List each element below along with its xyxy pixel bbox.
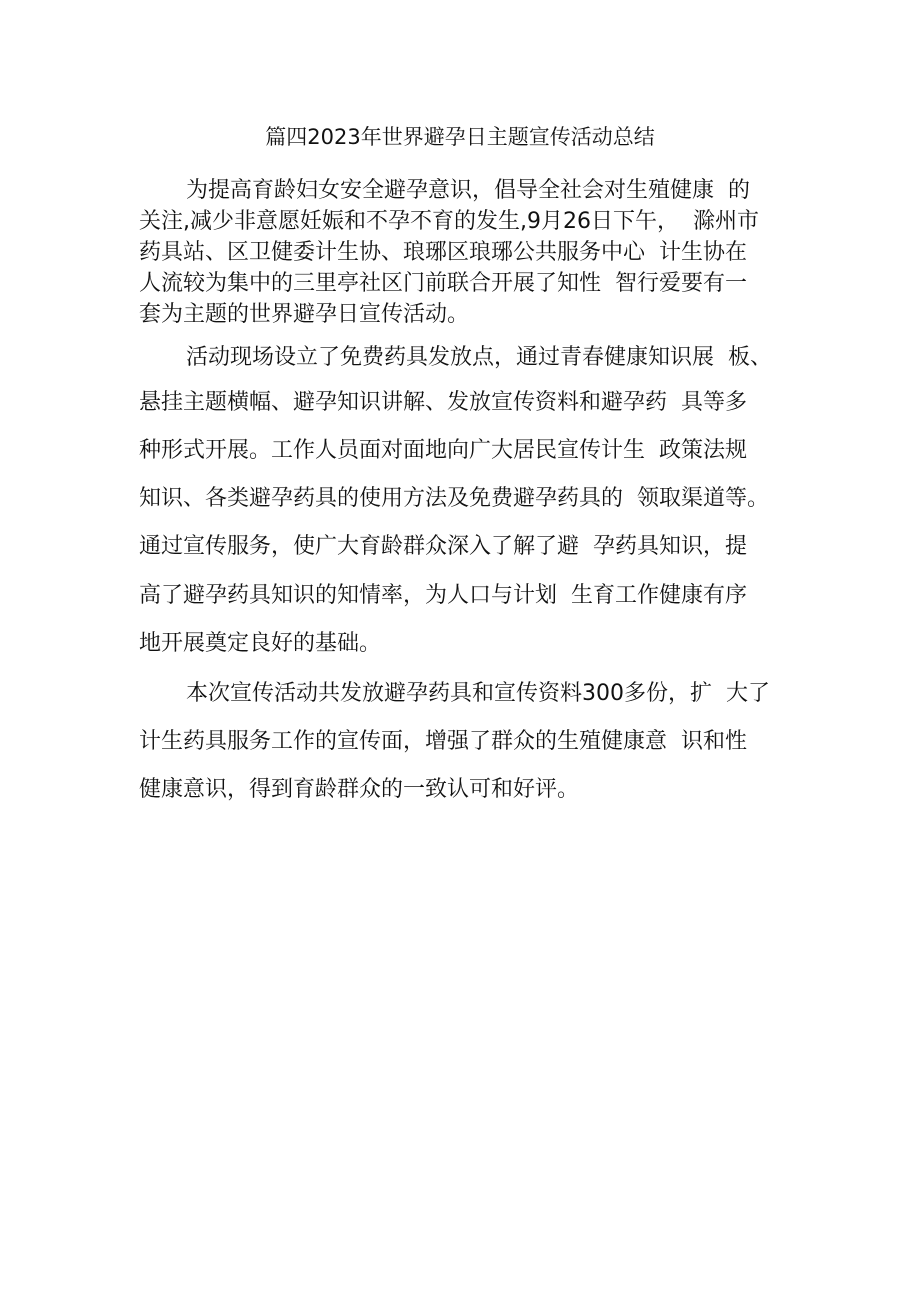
paragraph-1-line-3: 药具站、区卫健委计生协、琅琊区琅琊公共服务中心 计生协在 <box>139 240 747 265</box>
paragraph-2-line-2: 悬挂主题横幅、避孕知识讲解、发放宣传资料和避孕药 具等多 <box>139 390 747 415</box>
page-title: 篇四2023年世界避孕日主题宣传活动总结 <box>265 125 655 149</box>
paragraph-3-line-3: 健康意识，得到育龄群众的一致认可和好评。 <box>139 777 580 802</box>
paragraph-1-line-1: 为提高育龄妇女安全避孕意识，倡导全社会对生殖健康 的 <box>186 178 750 203</box>
paragraph-1-line-2: 关注,减少非意愿妊娠和不孕不育的发生,9月26日下午， 滁州市 <box>139 209 759 234</box>
paragraph-2-line-3: 种形式开展。工作人员面对面地向广大居民宣传计生 政策法规 <box>139 438 747 463</box>
paragraph-3-line-2: 计生药具服务工作的宣传面，增强了群众的生殖健康意 识和性 <box>139 729 747 754</box>
paragraph-2-line-6: 高了避孕药具知识的知情率，为人口与计划 生育工作健康有序 <box>139 583 747 608</box>
paragraph-1-line-5: 套为主题的世界避孕日宣传活动。 <box>139 302 470 327</box>
paragraph-2-line-1: 活动现场设立了免费药具发放点，通过青春健康知识展 板、 <box>186 345 772 370</box>
paragraph-3-line-1: 本次宣传活动共发放避孕药具和宣传资料300多份，扩 大了 <box>186 681 770 706</box>
paragraph-2-line-4: 知识、各类避孕药具的使用方法及免费避孕药具的 领取渠道等。 <box>139 486 769 511</box>
paragraph-2-line-7: 地开展奠定良好的基础。 <box>139 631 382 656</box>
paragraph-2-line-5: 通过宣传服务，使广大育龄群众深入了解了避 孕药具知识，提 <box>139 534 747 559</box>
paragraph-1-line-4: 人流较为集中的三里亭社区门前联合开展了知性 智行爱要有一 <box>139 271 747 296</box>
